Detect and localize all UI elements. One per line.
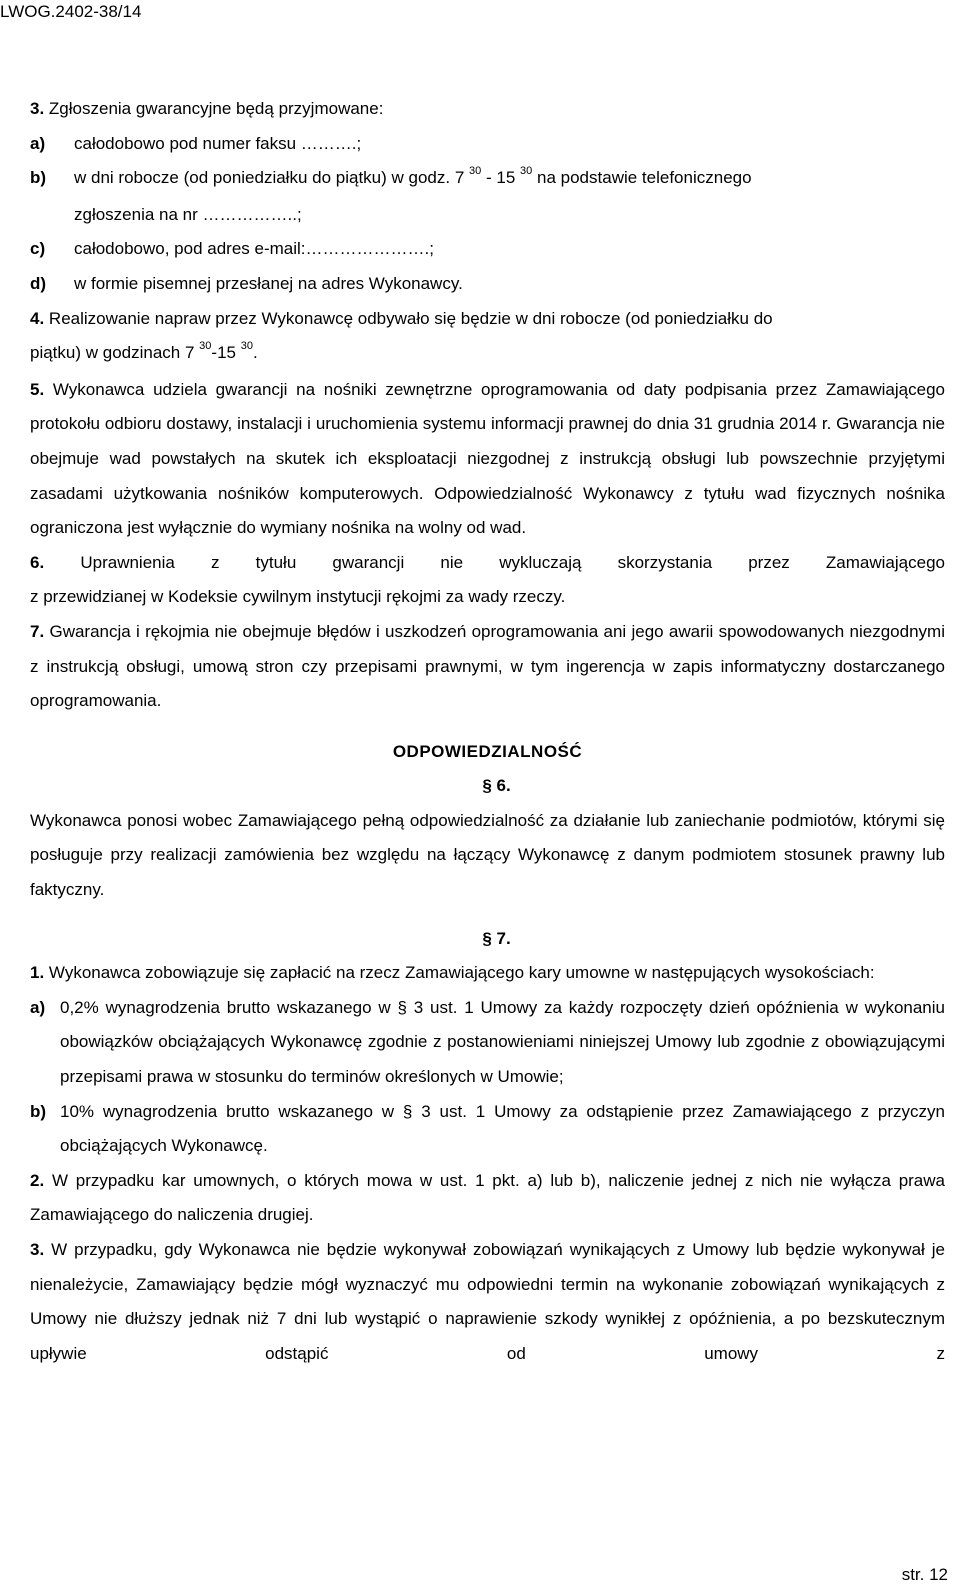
penalties-item-2 (30, 1164, 945, 1233)
warranty-item-5 (30, 373, 945, 546)
document-body (30, 92, 945, 1371)
warranty-item-4 (30, 302, 945, 373)
item-number: 5. (30, 379, 45, 399)
item-text: W przypadku kar umownych, o których mowa w ust. 1 pkt. a) lub b), naliczenie jednej z nich nie wyłącza prawa Zamawiającego do naliczenia drugiej. (30, 1170, 945, 1225)
text-part: na podstawie telefonicznego (532, 168, 752, 188)
section-title-liability: ODPOWIEDZIALNOŚĆ (392, 741, 583, 761)
spacer (30, 908, 945, 922)
item-number: 2. (30, 1170, 45, 1190)
item-text (74, 161, 945, 198)
liability-text: Wykonawca ponosi wobec Zamawiającego pełną odpowiedzialność za działanie lub zaniechanie podmiotów, którymi się posługuje przy realizacji zamówienia bez względu na łączący Wykonawcę z danym podmiotem stosunek prawny lub faktyczny. (30, 810, 945, 900)
superscript: 30 (199, 340, 212, 353)
penalties-item-3 (30, 1233, 945, 1371)
document-id-header: LWOG.2402-38/14 (0, 2, 142, 21)
penalties-item-1 (30, 956, 945, 991)
item-number: 3. (30, 1240, 45, 1259)
warranty-item-3a (30, 127, 945, 162)
paragraph-heading-6: § 6. (482, 776, 511, 796)
item-text: całodobowo, pod adres e-mail:………………….; (74, 239, 434, 259)
item-label: a) (30, 133, 46, 153)
text-part: -15 (211, 343, 236, 363)
item-text: Gwarancja i rękojmia nie obejmuje błędów i uszkodzeń oprogramowania ani jego awarii spowodowanych niezgodnymi z instrukcją obsługi, umową stron czy przepisami prawnymi, w tym ingerencja w zapis informatyczny dostarczanego oprogramowania. (30, 621, 945, 711)
item-label: b) (30, 1101, 47, 1121)
item-number: 7. (30, 621, 45, 641)
warranty-item-3d (30, 267, 945, 302)
penalties-item-1a (30, 991, 945, 1095)
item-number: 1. (30, 963, 45, 983)
item-label: a) (30, 997, 46, 1017)
text-part: - 15 (481, 168, 516, 188)
item-text: w formie pisemnej przesłanej na adres Wykonawcy. (74, 273, 463, 293)
superscript: 30 (240, 340, 253, 353)
penalties-item-1b (30, 1095, 945, 1164)
page-number: str. 12 (901, 1565, 948, 1584)
warranty-item-6-line2: z przewidzianej w Kodeksie cywilnym instytucji rękojmi za wady rzeczy. (30, 587, 566, 607)
item-text: 10% wynagrodzenia brutto wskazanego w § 3 ust. 1 Umowy za odstąpienie przez Zamawiającego z przyczyn obciążających Wykonawcę. (60, 1101, 945, 1156)
warranty-item-3 (30, 92, 945, 127)
item-text: 0,2% wynagrodzenia brutto wskazanego w § 3 ust. 1 Umowy za każdy rozpoczęty dzień opóźnienia w wykonaniu obowiązków obciążających Wykonawcę zgodnie z postanowieniami niniejszej Umowy lub zgodnie z obowiązującymi przepisami prawa w stosunku do terminów określonych w Umowie; (60, 997, 945, 1087)
item-label: c) (30, 239, 46, 259)
item-text: Realizowanie napraw przez Wykonawcę odbywało się będzie w dni robocze (od poniedziałku do (48, 308, 773, 328)
spacer (30, 719, 945, 735)
text-part: piątku) w godzinach 7 (30, 343, 195, 363)
item-text: Wykonawca udziela gwarancji na nośniki zewnętrzne oprogramowania od daty podpisania przez Zamawiającego protokołu odbioru dostawy, instalacji i uruchomienia systemu informacji prawnej do dnia 31 grudnia 2014 r. Gwarancja nie obejmuje wad powstałych na skutek ich eksploatacji niezgodnej z instrukcją obsługi lub powszechnie przyjętymi zasadami użytkowania nośników komputerowych. Odpowiedzialność Wykonawcy z tytułu wad fizycznych nośnika ograniczona jest wyłącznie do wymiany nośnika na wolny od wad. (30, 379, 945, 538)
superscript: 30 (469, 165, 482, 178)
item-text: Uprawnienia z tytułu gwarancji nie wykluczają skorzystania przez Zamawiającego (80, 552, 945, 572)
warranty-item-3c (30, 232, 945, 267)
warranty-item-3b (30, 161, 945, 198)
item-text: Wykonawca zobowiązuje się zapłacić na rzecz Zamawiającego kary umowne w następujących wysokościach: (48, 963, 875, 983)
warranty-item-3b-continuation: zgłoszenia na nr ……………..; (74, 204, 302, 224)
paragraph-heading-7: § 7. (482, 928, 511, 948)
item-text: całodobowo pod numer faksu ……….; (74, 133, 362, 153)
warranty-item-7 (30, 615, 945, 719)
item-number: 3. (30, 99, 45, 118)
item-label: b) (30, 168, 47, 188)
warranty-item-6 (30, 546, 945, 581)
item-label: d) (30, 273, 47, 293)
text-part: . (252, 343, 258, 363)
item-number: 6. (30, 552, 45, 572)
superscript: 30 (520, 165, 533, 178)
item-text: W przypadku, gdy Wykonawca nie będzie wykonywał zobowiązań wynikających z Umowy lub będzie wykonywał je nienależycie, Zamawiający będzie mógł wyznaczyć mu odpowiedni termin na wykonanie zobowiązań wynikających z Umowy nie dłuższy jednak niż 7 dni lub wystąpić o naprawienie szkody wynikłej z opóźnienia, a po bezskutecznym upływie odstąpić od umowy z (30, 1240, 945, 1363)
item-number: 4. (30, 308, 45, 328)
text-part: w dni robocze (od poniedziałku do piątku) w godz. 7 (74, 168, 465, 188)
item-text: Zgłoszenia gwarancyjne będą przyjmowane: (48, 99, 384, 118)
